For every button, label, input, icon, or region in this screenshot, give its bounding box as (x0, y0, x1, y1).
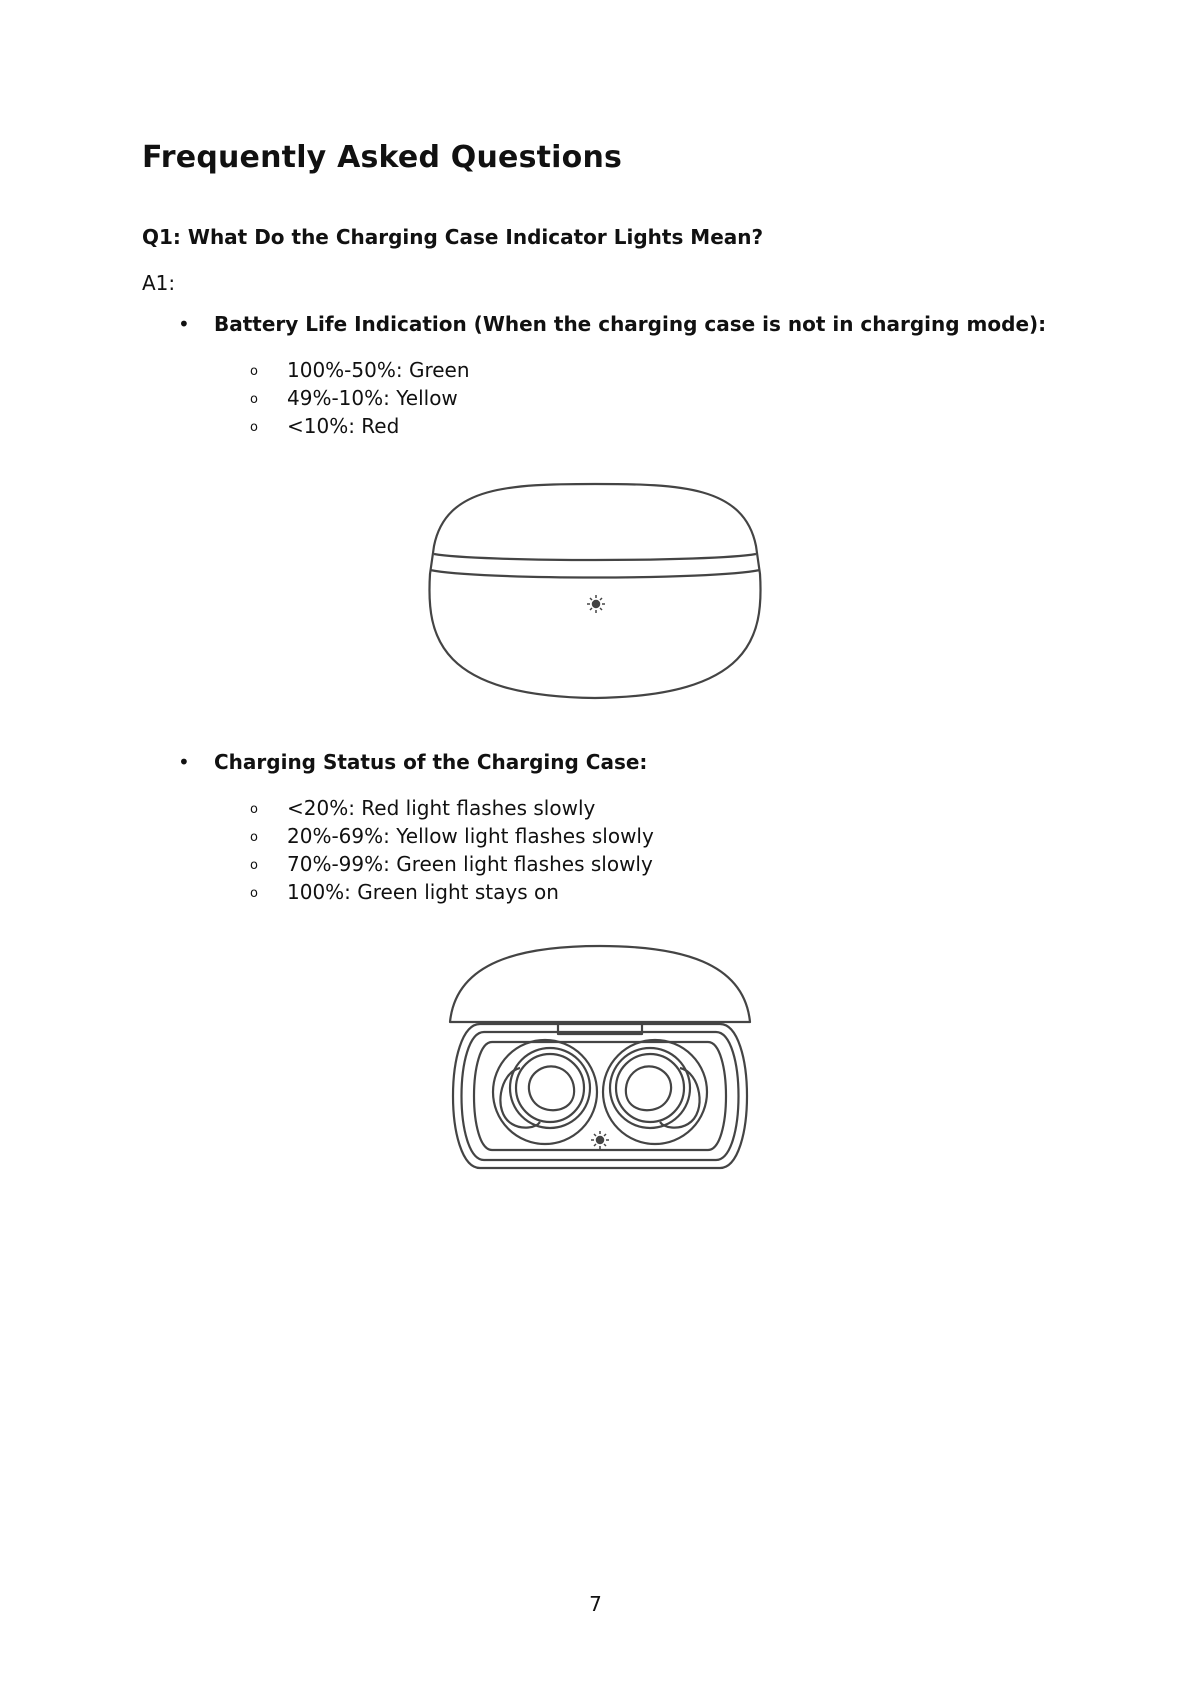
page-number: 7 (589, 1592, 602, 1616)
open-charging-case-illustration (440, 942, 760, 1178)
case-lid (450, 946, 750, 1022)
sub-bullet-icon: o (250, 392, 258, 407)
list-item-text: 70%-99%: Green light flashes slowly (287, 852, 653, 876)
list-item-text: 100%-50%: Green (287, 358, 470, 382)
list-item-text: 20%-69%: Yellow light flashes slowly (287, 824, 654, 848)
list-item-text: <10%: Red (287, 414, 400, 438)
question-heading: Q1: What Do the Charging Case Indicator Lights Mean? (142, 225, 764, 249)
lid-seam-top (434, 554, 756, 560)
sub-bullet-icon: o (250, 420, 258, 435)
indicator-light-icon (587, 595, 605, 613)
sub-bullet-icon: o (250, 364, 258, 379)
list-item-text: 100%: Green light stays on (287, 880, 559, 904)
sub-bullet-icon: o (250, 830, 258, 845)
answer-label: A1: (142, 271, 176, 295)
page-title: Frequently Asked Questions (142, 140, 623, 175)
left-bud-ring-outer (510, 1048, 590, 1128)
section-heading-text: Charging Status of the Charging Case: (214, 750, 648, 774)
list-item-text: <20%: Red light flashes slowly (287, 796, 596, 820)
sub-bullet-icon: o (250, 858, 258, 873)
sub-bullet-icon: o (250, 886, 258, 901)
case-outline (429, 484, 760, 698)
indicator-light-icon (591, 1131, 609, 1149)
closed-charging-case-illustration (420, 478, 770, 710)
right-bud-ring-outer (610, 1048, 690, 1128)
lid-seam-bottom (430, 570, 760, 578)
sub-bullet-icon: o (250, 802, 258, 817)
left-bud-tip (529, 1066, 574, 1110)
bullet-icon: • (178, 312, 190, 336)
right-bud-tip (626, 1066, 671, 1110)
bullet-icon: • (178, 750, 190, 774)
list-item-text: 49%-10%: Yellow (287, 386, 458, 410)
section-heading-text: Battery Life Indication (When the charging case is not in charging mode): (214, 312, 1047, 336)
